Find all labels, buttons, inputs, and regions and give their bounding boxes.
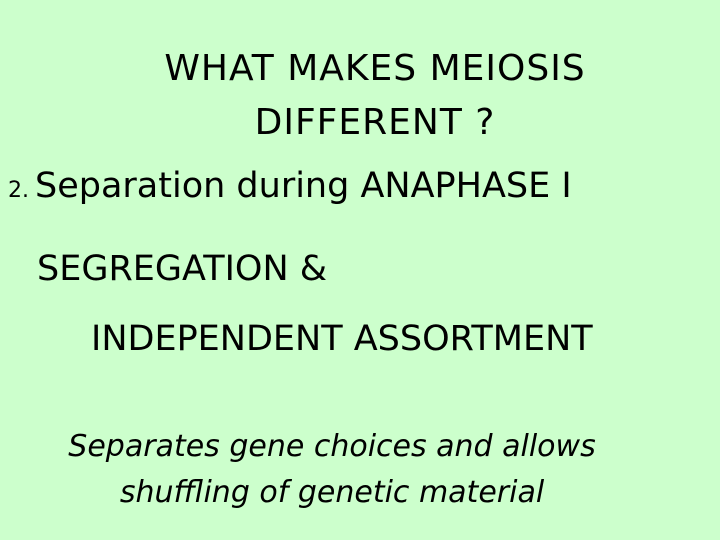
title-line-2: DIFFERENT ? <box>254 102 496 143</box>
title-line-1: WHAT MAKES MEIOSIS <box>164 48 586 89</box>
point-number: 2. <box>8 178 29 203</box>
note-line-2: shuffling of genetic material <box>119 475 545 510</box>
note-line-1: Separates gene choices and allows <box>68 429 596 464</box>
explanation-note <box>22 424 642 516</box>
slide-title <box>60 42 690 150</box>
bullet-point-2 <box>8 162 572 215</box>
segregation-text: SEGREGATION & <box>37 249 328 289</box>
independent-assortment-text: INDEPENDENT ASSORTMENT <box>91 319 593 359</box>
point-text: Separation during ANAPHASE I <box>35 166 572 206</box>
